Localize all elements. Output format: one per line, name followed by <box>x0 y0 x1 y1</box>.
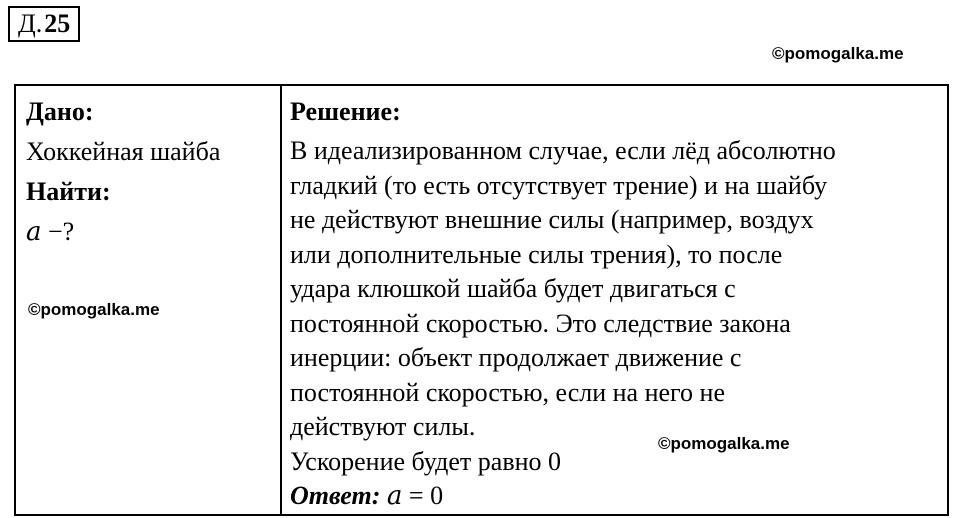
solution-line: постоянной скоростью, если на него не <box>290 377 726 407</box>
answer-line <box>290 479 940 514</box>
given-item: Хоккейная шайба <box>26 137 221 166</box>
watermark-right: ©pomogalka.me <box>658 434 790 453</box>
answer-value: = 0 <box>402 481 444 510</box>
task-prefix: Д. <box>18 9 43 38</box>
find-variable: a <box>26 217 42 247</box>
given-heading: Дано: <box>26 97 94 126</box>
task-number: 25 <box>44 9 71 38</box>
watermark-left: ©pomogalka.me <box>28 300 160 319</box>
solution-line: гладкий (то есть отсутствует трение) и на шайбу <box>290 170 828 200</box>
task-number-box <box>8 6 80 42</box>
solution-line: постоянной скоростью. Это следствие закона <box>290 308 791 338</box>
find-item <box>26 212 276 252</box>
answer-variable: a <box>386 481 403 511</box>
solution-line: инерции: объект продолжает движение с <box>290 343 742 372</box>
given-column <box>26 92 276 252</box>
solution-line: В идеализированном случае, если лёд абсолютно <box>290 136 836 165</box>
solution-line: действуют силы. <box>290 412 476 441</box>
solution-line: удара клюшкой шайба будет двигаться с <box>290 274 736 303</box>
watermark-top: ©pomogalka.me <box>772 44 904 63</box>
solution-line: не действуют внешние силы (например, воздух <box>290 205 814 234</box>
solution-line: или дополнительные силы трения), то после <box>290 239 783 269</box>
solution-line: Ускорение будет равно 0 <box>290 446 562 476</box>
solution-column <box>290 92 940 514</box>
answer-label: Ответ: <box>290 481 381 510</box>
column-divider <box>280 86 282 514</box>
solution-heading: Решение: <box>290 97 401 126</box>
find-suffix: −? <box>41 217 75 246</box>
find-heading: Найти: <box>26 177 111 206</box>
